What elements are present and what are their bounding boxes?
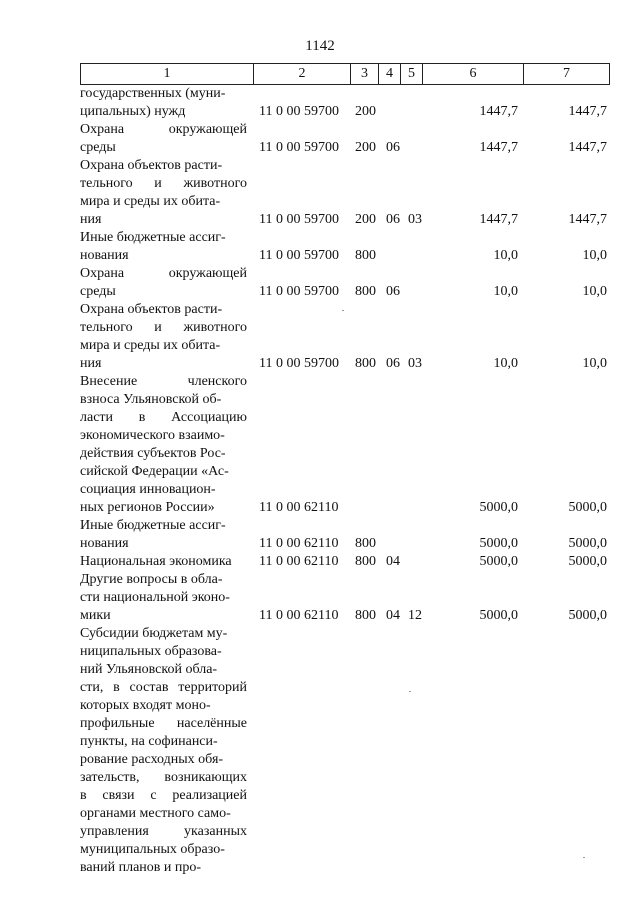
row-name-line: управления указанных bbox=[80, 824, 247, 839]
table-row bbox=[0, 625, 640, 877]
row-sum-2: 10,0 bbox=[582, 284, 607, 299]
row-subsection: 12 bbox=[408, 608, 422, 623]
header-col-4: 4 bbox=[378, 64, 400, 84]
row-sum-1: 10,0 bbox=[493, 356, 518, 371]
row-name-line: взноса Ульяновской об- bbox=[80, 392, 222, 407]
scan-speck bbox=[409, 691, 411, 692]
row-sum-1: 10,0 bbox=[493, 284, 518, 299]
row-name bbox=[80, 553, 247, 571]
row-sum-1: 1447,7 bbox=[479, 104, 518, 119]
row-name-line: рование расходных обя- bbox=[80, 752, 224, 767]
row-code: 11 0 00 62110 bbox=[259, 554, 339, 569]
table-row bbox=[0, 157, 640, 229]
row-expense-type: 800 bbox=[355, 248, 376, 263]
row-name-line: ниципальных образова- bbox=[80, 644, 222, 659]
row-section: 06 bbox=[386, 140, 400, 155]
row-name-line: социация инновацион- bbox=[80, 482, 216, 497]
header-col-1: 1 bbox=[80, 64, 253, 84]
row-section: 04 bbox=[386, 554, 400, 569]
header-col-6: 6 bbox=[422, 64, 523, 84]
row-code: 11 0 00 59700 bbox=[259, 104, 339, 119]
row-name-line: Охрана объектов расти- bbox=[80, 302, 223, 317]
row-code: 11 0 00 62110 bbox=[259, 536, 339, 551]
row-section: 06 bbox=[386, 212, 400, 227]
row-name bbox=[80, 157, 247, 229]
row-name-line: ний Ульяновской обла- bbox=[80, 662, 218, 677]
row-sum-2: 5000,0 bbox=[568, 608, 607, 623]
row-name-line: нования bbox=[80, 248, 129, 263]
row-expense-type: 800 bbox=[355, 536, 376, 551]
row-name-line: мира и среды их обита- bbox=[80, 194, 221, 209]
row-name-line: ния bbox=[80, 356, 102, 371]
table-row bbox=[0, 265, 640, 301]
row-sum-2: 10,0 bbox=[582, 248, 607, 263]
header-col-5: 5 bbox=[400, 64, 422, 84]
row-name-line: Охрана окружающей bbox=[80, 122, 247, 137]
row-name-line: Национальная экономика bbox=[80, 554, 232, 569]
row-name-line: Иные бюджетные ассиг- bbox=[80, 230, 226, 245]
row-name-line: мира и среды их обита- bbox=[80, 338, 221, 353]
row-sum-1: 5000,0 bbox=[479, 500, 518, 515]
row-name-line: государственных (муни- bbox=[80, 86, 226, 101]
row-expense-type: 800 bbox=[355, 356, 376, 371]
row-sum-1: 5000,0 bbox=[479, 608, 518, 623]
row-name-line: тельного и животного bbox=[80, 176, 247, 191]
row-name-line: муниципальных образо- bbox=[80, 842, 225, 857]
row-name-line: ния bbox=[80, 212, 102, 227]
row-expense-type: 200 bbox=[355, 104, 376, 119]
scan-speck bbox=[583, 857, 585, 858]
row-name-line: ласти в Ассоциацию bbox=[80, 410, 247, 425]
row-name-line: органами местного само- bbox=[80, 806, 231, 821]
row-name-line: нования bbox=[80, 536, 129, 551]
row-expense-type: 800 bbox=[355, 284, 376, 299]
row-name bbox=[80, 373, 247, 517]
row-subsection: 03 bbox=[408, 212, 422, 227]
row-name bbox=[80, 229, 247, 265]
row-section: 04 bbox=[386, 608, 400, 623]
row-expense-type: 200 bbox=[355, 140, 376, 155]
row-name-line: которых входят моно- bbox=[80, 698, 211, 713]
row-sum-2: 1447,7 bbox=[568, 104, 607, 119]
row-name bbox=[80, 85, 247, 121]
row-name-line: Другие вопросы в обла- bbox=[80, 572, 223, 587]
row-code: 11 0 00 59700 bbox=[259, 284, 339, 299]
row-sum-1: 10,0 bbox=[493, 248, 518, 263]
row-name-line: сти национальной эконо- bbox=[80, 590, 230, 605]
row-name bbox=[80, 301, 247, 373]
row-name-line: пункты, на софинанси- bbox=[80, 734, 218, 749]
table-header bbox=[80, 63, 610, 85]
row-expense-type: 200 bbox=[355, 212, 376, 227]
table-row bbox=[0, 571, 640, 625]
row-name bbox=[80, 517, 247, 553]
row-section: 06 bbox=[386, 356, 400, 371]
row-name-line: Внесение членского bbox=[80, 374, 247, 389]
header-col-3: 3 bbox=[350, 64, 378, 84]
row-name bbox=[80, 121, 247, 157]
row-subsection: 03 bbox=[408, 356, 422, 371]
row-sum-1: 1447,7 bbox=[479, 212, 518, 227]
row-code: 11 0 00 59700 bbox=[259, 356, 339, 371]
page-number: 1142 bbox=[305, 38, 335, 54]
header-col-2: 2 bbox=[253, 64, 350, 84]
row-expense-type: 800 bbox=[355, 554, 376, 569]
row-name-line: среды bbox=[80, 284, 116, 299]
row-name-line: ваний планов и про- bbox=[80, 860, 202, 875]
table-row bbox=[0, 301, 640, 373]
row-sum-1: 1447,7 bbox=[479, 140, 518, 155]
row-code: 11 0 00 62110 bbox=[259, 608, 339, 623]
table-row bbox=[0, 85, 640, 121]
row-code: 11 0 00 62110 bbox=[259, 500, 339, 515]
row-name-line: Иные бюджетные ассиг- bbox=[80, 518, 226, 533]
row-name-line: в связи с реализацией bbox=[80, 788, 247, 803]
row-name-line: сийской Федерации «Ас- bbox=[80, 464, 229, 479]
row-name bbox=[80, 265, 247, 301]
row-name-line: мики bbox=[80, 608, 111, 623]
row-name-line: Охрана окружающей bbox=[80, 266, 247, 281]
row-name-line: сти, в состав территорий bbox=[80, 680, 247, 695]
table-row bbox=[0, 373, 640, 517]
row-name bbox=[80, 571, 247, 625]
header-col-7: 7 bbox=[523, 64, 610, 84]
row-sum-2: 10,0 bbox=[582, 356, 607, 371]
row-sum-2: 1447,7 bbox=[568, 140, 607, 155]
row-sum-2: 5000,0 bbox=[568, 554, 607, 569]
row-name-line: профильные населённые bbox=[80, 716, 247, 731]
row-name-line: зательств, возникающих bbox=[80, 770, 247, 785]
row-name-line: ципальных) нужд bbox=[80, 104, 186, 119]
row-name-line: среды bbox=[80, 140, 116, 155]
table-row bbox=[0, 553, 640, 571]
row-code: 11 0 00 59700 bbox=[259, 248, 339, 263]
row-sum-1: 5000,0 bbox=[479, 554, 518, 569]
scan-speck bbox=[342, 310, 344, 311]
row-name-line: тельного и животного bbox=[80, 320, 247, 335]
row-name bbox=[80, 625, 247, 877]
row-code: 11 0 00 59700 bbox=[259, 140, 339, 155]
table-row bbox=[0, 229, 640, 265]
row-name-line: ных регионов России» bbox=[80, 500, 215, 515]
row-sum-2: 1447,7 bbox=[568, 212, 607, 227]
row-sum-2: 5000,0 bbox=[568, 500, 607, 515]
row-sum-2: 5000,0 bbox=[568, 536, 607, 551]
row-name-line: Субсидии бюджетам му- bbox=[80, 626, 228, 641]
row-expense-type: 800 bbox=[355, 608, 376, 623]
row-name-line: действия субъектов Рос- bbox=[80, 446, 226, 461]
row-code: 11 0 00 59700 bbox=[259, 212, 339, 227]
row-name-line: экономического взаимо- bbox=[80, 428, 225, 443]
row-section: 06 bbox=[386, 284, 400, 299]
row-name-line: Охрана объектов расти- bbox=[80, 158, 223, 173]
table-row bbox=[0, 517, 640, 553]
table-row bbox=[0, 121, 640, 157]
row-sum-1: 5000,0 bbox=[479, 536, 518, 551]
